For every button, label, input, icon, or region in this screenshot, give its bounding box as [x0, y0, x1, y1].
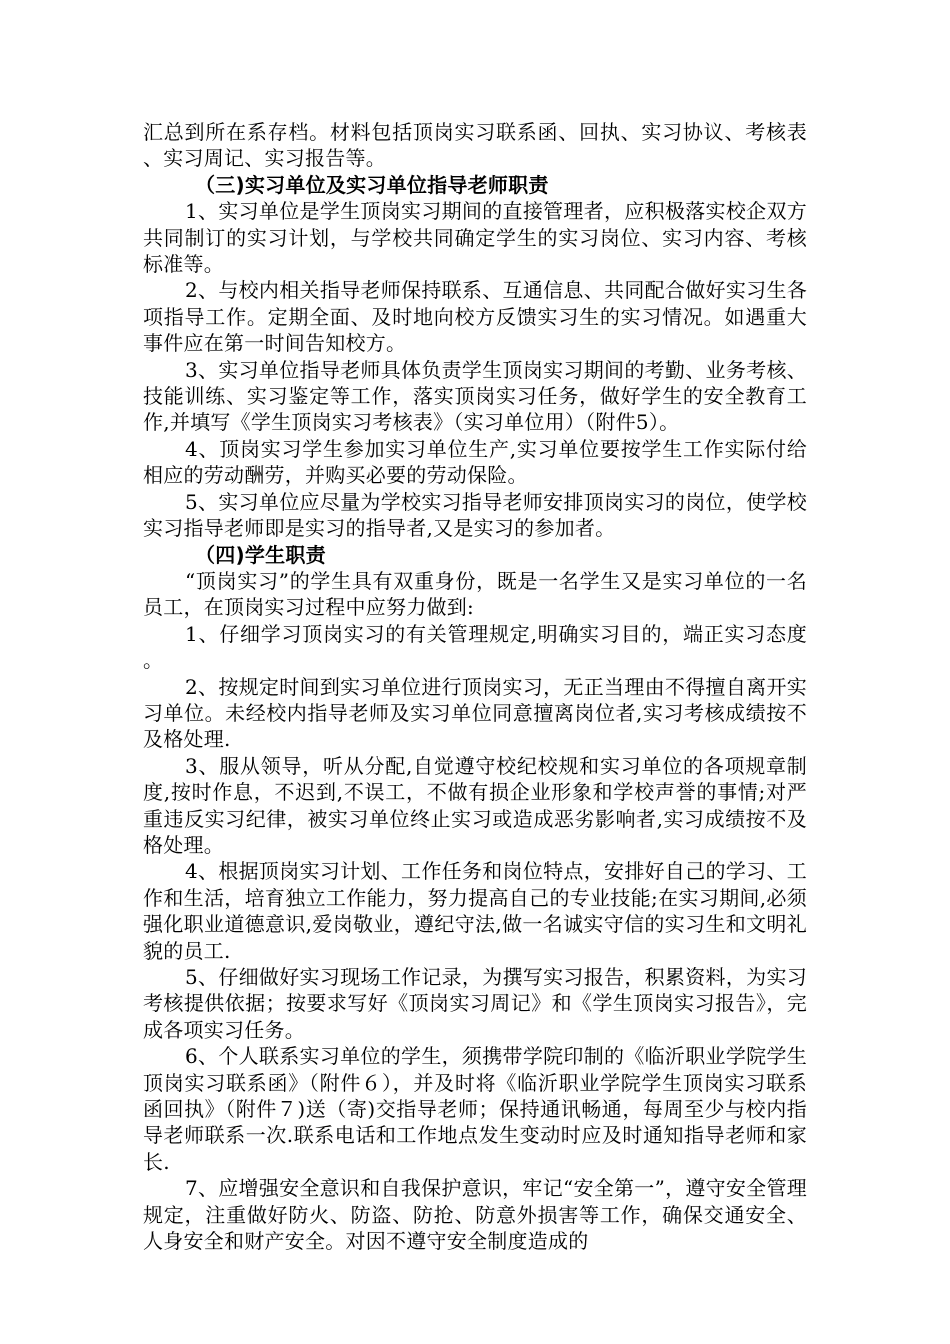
- section-heading-4: （四)学生职责: [195, 542, 326, 567]
- paragraph-student-duty-6: 6、个人联系实习单位的学生，须携带学院印制的《临沂职业学院学生顶岗实习联系函》（附件６），并及时将《临沂职业学院学生顶岗实习联系函回执》（附件７)送（寄)交指导老师；保持通讯畅通，每周至少与校内指导老师联系一次.联系电话和工作地点发生变动时应及时通知指导老师和家长.: [143, 1044, 807, 1174]
- paragraph-student-duty-2: 2、按规定时间到实习单位进行顶岗实习，无正当理由不得擅自离开实习单位。未经校内指导老师及实习单位同意擅离岗位者,实习考核成绩按不及格处理.: [143, 674, 807, 752]
- paragraph-student-intro: “顶岗实习”的学生具有双重身份，既是一名学生又是实习单位的一名员工，在顶岗实习过程中应努力做到:: [143, 568, 807, 620]
- document-body: [143, 119, 807, 1254]
- paragraph-student-duty-4: 4、根据顶岗实习计划、工作任务和岗位特点，安排好自己的学习、工作和生活，培育独立工作能力，努力提高自己的专业技能;在实习期间,必须强化职业道德意识,爱岗敬业，遵纪守法,做一名诚实守信的实习生和文明礼貌的员工.: [143, 859, 807, 963]
- paragraph-unit-duty-5: 5、实习单位应尽量为学校实习指导老师安排顶岗实习的岗位，使学校实习指导老师即是实习的指导者,又是实习的参加者。: [143, 489, 807, 541]
- paragraph-unit-duty-2: 2、与校内相关指导老师保持联系、互通信息、共同配合做好实习生各项指导工作。定期全面、及时地向校方反馈实习生的实习情况。如遇重大事件应在第一时间告知校方。: [143, 278, 807, 356]
- paragraph-student-duty-5: 5、仔细做好实习现场工作记录，为撰写实习报告，积累资料，为实习考核提供依据；按要求写好《顶岗实习周记》和《学生顶岗实习报告》，完成各项实习任务。: [143, 965, 807, 1042]
- paragraph-unit-duty-4: 4、顶岗实习学生参加实习单位生产,实习单位要按学生工作实际付给相应的劳动酬劳，并购买必要的劳动保险。: [143, 436, 807, 488]
- section-heading-3: （三)实习单位及实习单位指导老师职责: [195, 172, 549, 197]
- paragraph-student-duty-7: 7、应增强安全意识和自我保护意识，牢记“安全第一”，遵守安全管理规定，注重做好防火、防盗、防抢、防意外损害等工作，确保交通安全、人身安全和财产安全。对因不遵守安全制度造成的: [143, 1176, 807, 1254]
- paragraph-unit-duty-1: 1、实习单位是学生顶岗实习期间的直接管理者，应积极落实校企双方共同制订的实习计划，与学校共同确定学生的实习岗位、实习内容、考核标准等。: [143, 199, 807, 277]
- paragraph-continuation: 汇总到所在系存档。材料包括顶岗实习联系函、回执、实习协议、考核表、实习周记、实习报告等。: [143, 120, 807, 171]
- paragraph-student-duty-3: 3、服从领导，听从分配,自觉遵守校纪校规和实习单位的各项规章制度,按时作息，不迟到,不误工，不做有损企业形象和学校声誉的事情;对严重违反实习纪律，被实习单位终止实习或造成恶劣影响者,实习成绩按不及格处理。: [143, 753, 807, 857]
- paragraph-unit-duty-3: 3、实习单位指导老师具体负责学生顶岗实习期间的考勤、业务考核、技能训练、实习鉴定等工作，落实顶岗实习任务，做好学生的安全教育工作,并填写《学生顶岗实习考核表》（实习单位用）（附件5）。: [143, 357, 807, 435]
- paragraph-student-duty-1: 1、仔细学习顶岗实习的有关管理规定,明确实习目的，端正实习态度。: [143, 621, 807, 673]
